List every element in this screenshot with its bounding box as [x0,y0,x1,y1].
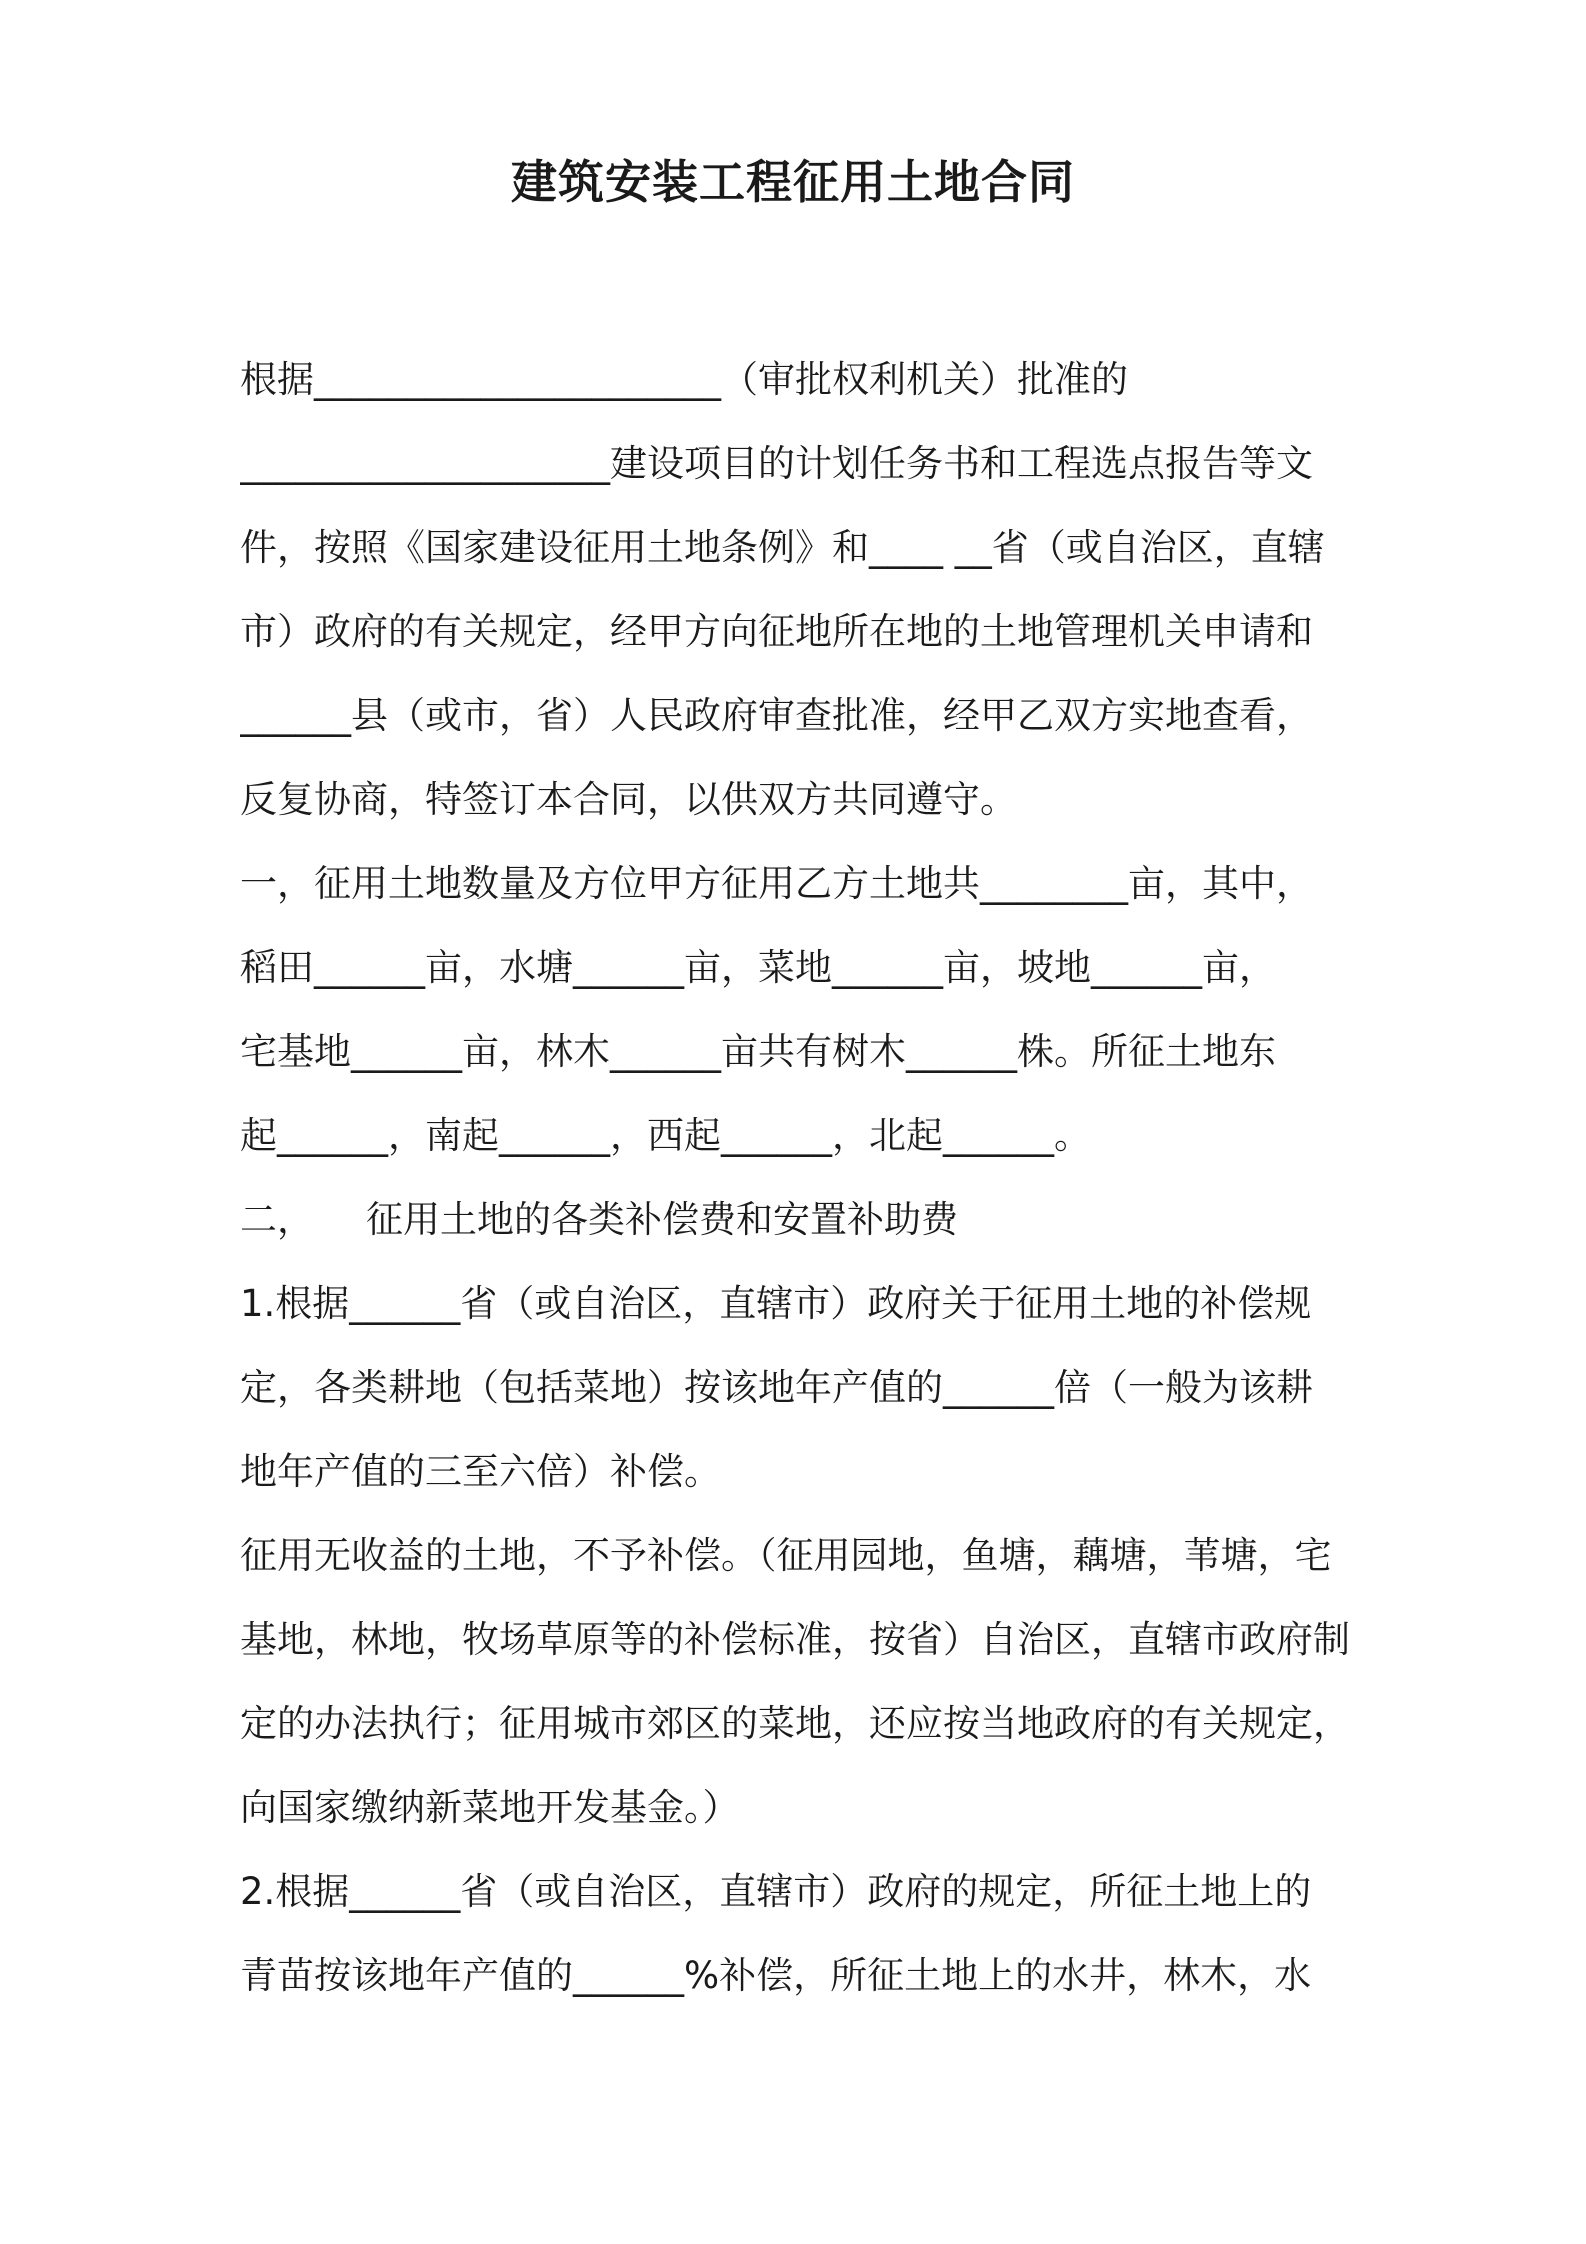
body-line: 定，各类耕地（包括菜地）按该地年产值的______倍（一般为该耕 [240,1366,1313,1409]
body-line: 宅基地______亩，林木______亩共有树木______株。所征土地东 [240,1030,1276,1073]
section-2-number: 二， [240,1198,314,1241]
section-1-heading-line: 一，征用土地数量及方位甲方征用乙方土地共________亩，其中， [240,862,1313,905]
document-body [240,338,1360,2018]
section-2-heading [240,1178,1360,1262]
body-line: 市）政府的有关规定，经甲方向征地所在地的土地管理机关申请和 [240,610,1313,653]
body-line: 定的办法执行；征用城市郊区的菜地，还应按当地政府的有关规定， [240,1702,1350,1745]
body-line: 2.根据______省（或自治区，直辖市）政府的规定，所征土地上的 [240,1870,1312,1913]
body-line: 青苗按该地年产值的______%补偿，所征土地上的水井，林木，水 [240,1954,1312,1997]
body-line: ______县（或市，省）人民政府审查批准，经甲乙双方实地查看， [240,694,1313,737]
body-line: 征用无收益的土地，不予补偿。（征用园地，鱼塘，藕塘，苇塘，宅 [240,1534,1332,1577]
section-2-title: 征用土地的各类补偿费和安置补助费 [366,1198,958,1241]
body-line: ____________________建设项目的计划任务书和工程选点报告等文 [240,442,1313,485]
document-title: 建筑安装工程征用土地合同 [511,155,1075,209]
body-line: 基地，林地，牧场草原等的补偿标准，按省）自治区，直辖市政府制 [240,1618,1350,1661]
body-line: 稻田______亩，水塘______亩，菜地______亩，坡地______亩， [240,946,1276,989]
body-line: 地年产值的三至六倍）补偿。 [240,1450,721,1493]
body-line: 反复协商，特签订本合同，以供双方共同遵守。 [240,778,1017,821]
body-line: 向国家缴纳新菜地开发基金。） [240,1786,740,1829]
body-line: 件，按照《国家建设征用土地条例》和____ __省（或自治区，直辖 [240,526,1325,569]
body-line: 1.根据______省（或自治区，直辖市）政府关于征用土地的补偿规 [240,1282,1312,1325]
body-line: 根据______________________（审批权利机关）批准的 [240,358,1128,401]
body-line: 起______，南起______，西起______，北起______。 [240,1114,1091,1157]
